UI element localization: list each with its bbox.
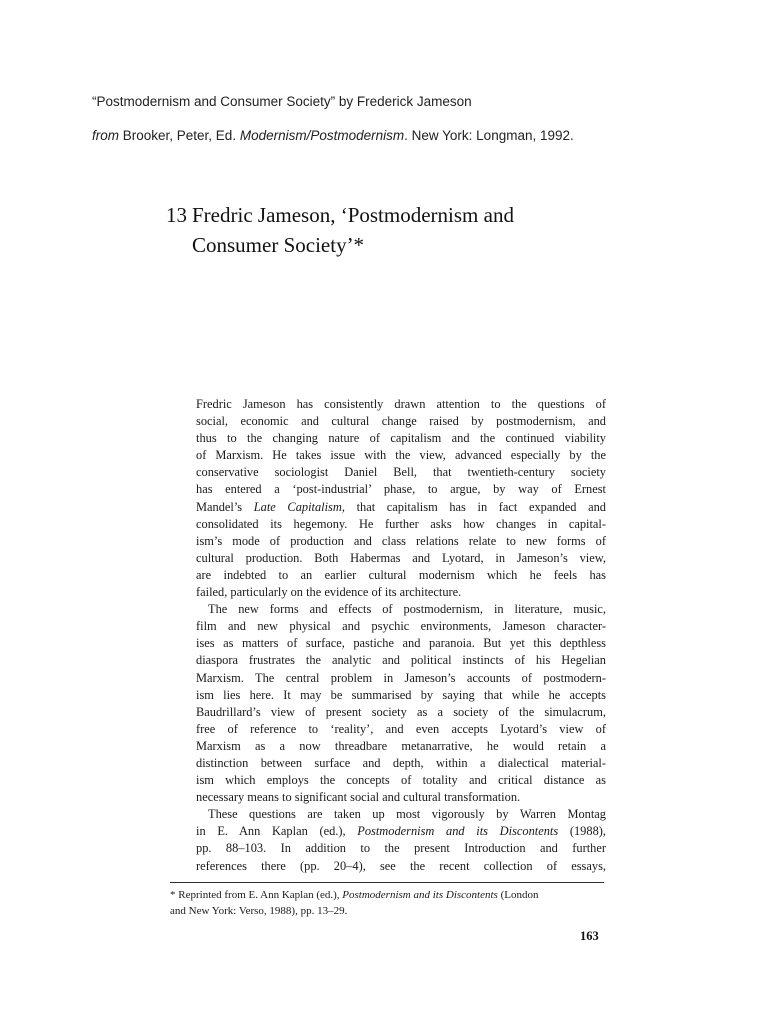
citation-source — [92, 128, 732, 143]
body-line: references there (pp. 20–4), see the recent collection of essays, — [196, 858, 606, 873]
body-line: thus to the changing nature of capitalism and the continued viability — [196, 431, 606, 446]
body-line — [196, 499, 606, 516]
body-line: has entered a ‘post-industrial’ phase, to argue, by way of Ernest — [196, 482, 606, 497]
body-line: ism which employs the concepts of totality and critical distance as — [196, 773, 606, 788]
chapter-title-line-1 — [166, 200, 686, 230]
footnote-line-1-pre: * Reprinted from E. Ann Kaplan (ed.), — [170, 889, 343, 901]
body-line: failed, particularly on the evidence of its architecture. — [196, 585, 462, 600]
body-line-text: in E. Ann Kaplan (ed.), — [196, 824, 358, 839]
body-line: diaspora frustrates the analytic and political instincts of his Hegelian — [196, 653, 606, 668]
source-editor: Brooker, Peter, Ed. — [119, 128, 240, 143]
body-line: These questions are taken up most vigorously by Warren Montag — [208, 807, 606, 822]
body-line: ises as matters of surface, pastiche and paranoia. But yet this depthless — [196, 636, 606, 651]
body-line: ism lies here. It may be summarised by saying that while he accepts — [196, 687, 606, 702]
page-number: 163 — [580, 929, 599, 943]
citation-title: “Postmodernism and Consumer Society” by Frederick Jameson — [92, 94, 472, 109]
body-line: Marxism as a now threadbare metanarrative, he would retain a — [196, 738, 606, 753]
body-line-text: Mandel’s — [196, 499, 254, 514]
footnote-line-2: and New York: Verso, 1988), pp. 13–29. — [170, 904, 348, 917]
body-line: ism’s mode of production and class relations relate to new forms of — [196, 533, 606, 548]
body-line: of Marxism. He takes issue with the view, advanced especially by the — [196, 448, 606, 463]
body-line-text: , that capitalism has in fact expanded and — [341, 499, 606, 514]
body-line: cultural production. Both Habermas and Lyotard, in Jameson’s view, — [196, 550, 606, 565]
body-line: consolidated its hegemony. He further asks how changes in capital- — [196, 516, 606, 531]
footnote-line-1 — [170, 888, 604, 904]
body-line: social, economic and cultural change raised by postmodernism, and — [196, 414, 606, 429]
footnote-divider — [170, 882, 604, 883]
body-line-italic-title: Late Capitalism — [253, 499, 342, 514]
body-line-text: (1988), — [558, 824, 606, 839]
body-line: are indebted to an earlier cultural modernism which he feels has — [196, 567, 606, 582]
body-line: pp. 88–103. In addition to the present Introduction and further — [196, 841, 606, 856]
body-line: Fredric Jameson has consistently drawn attention to the questions of — [196, 397, 606, 411]
body-line: Baudrillard’s view of present society as a society of the simulacrum, — [196, 704, 606, 719]
source-publisher: . New York: Longman, 1992. — [404, 128, 574, 143]
body-line-italic-title: Postmodernism and its Discontents — [357, 824, 559, 839]
footnote — [170, 888, 604, 919]
body-line: Marxism. The central problem in Jameson’s accounts of postmodern- — [196, 670, 606, 685]
chapter-number: 13 — [166, 203, 187, 227]
body-line: free of reference to ‘reality’, and even accepts Lyotard’s view of — [196, 721, 606, 736]
chapter-title-line-2: Consumer Society’* — [192, 233, 365, 257]
chapter-title — [166, 200, 686, 260]
citation-header — [92, 94, 732, 143]
source-prefix: from — [92, 128, 119, 143]
body-line: distinction between surface and depth, within a dialectical material- — [196, 755, 606, 770]
chapter-title-text-1: Fredric Jameson, ‘Postmodernism and — [192, 203, 514, 227]
body-text — [196, 396, 606, 875]
footnote-line-1-title: Postmodernism and its Discontents — [342, 889, 498, 901]
body-line: The new forms and effects of postmodernism, in literature, music, — [208, 602, 606, 617]
footnote-line-1-post: (London — [497, 889, 539, 901]
body-line: necessary means to significant social and cultural transformation. — [196, 790, 521, 805]
body-line: film and new physical and psychic environments, Jameson character- — [196, 619, 606, 634]
body-line: conservative sociologist Daniel Bell, that twentieth-century society — [196, 465, 606, 480]
body-line — [196, 823, 606, 840]
source-book: Modernism/Postmodernism — [239, 128, 405, 143]
